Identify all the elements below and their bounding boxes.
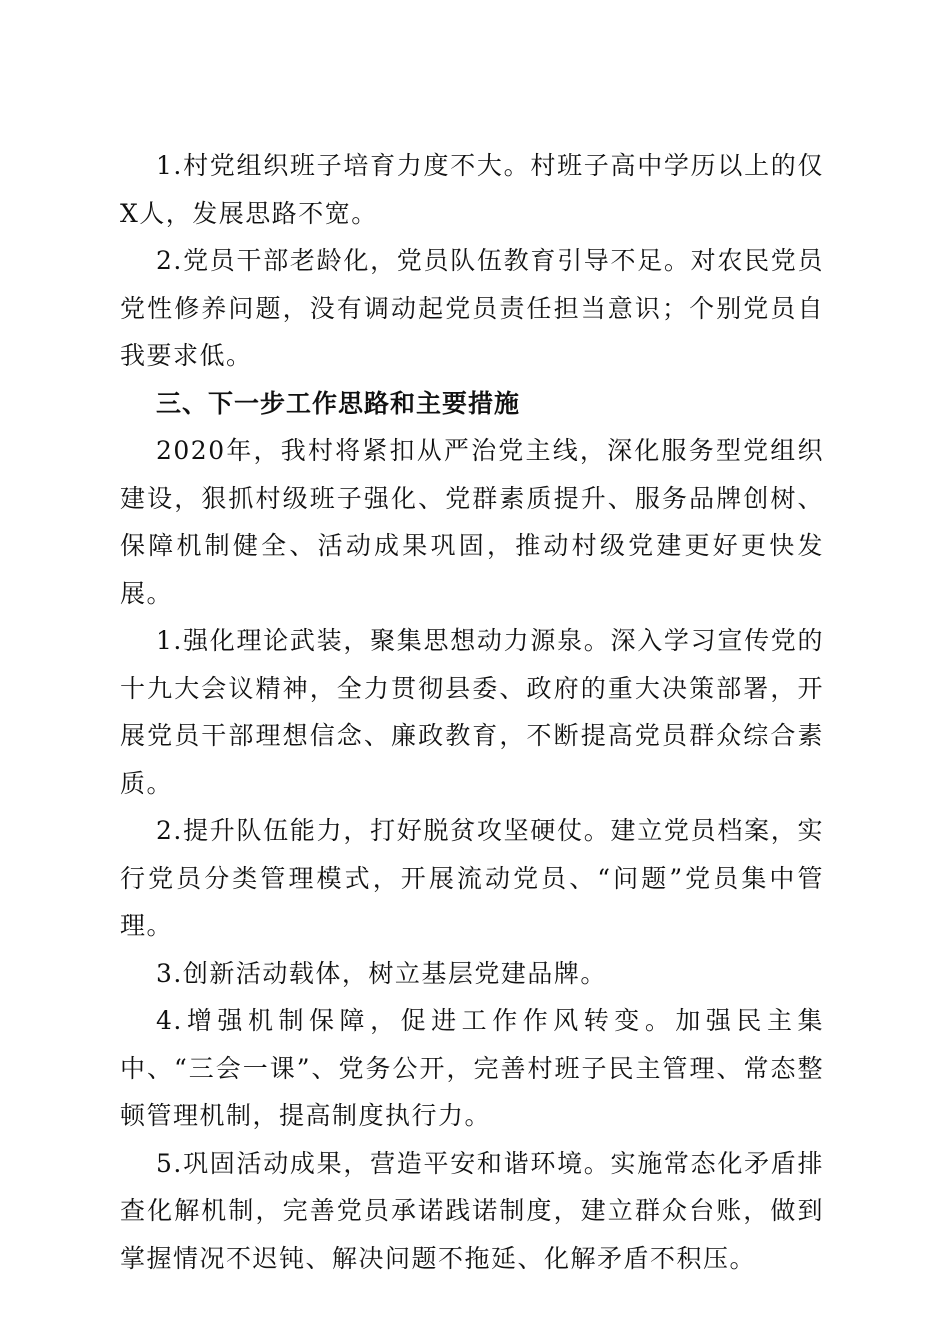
document-body xyxy=(120,142,824,1282)
section-intro-paragraph: 2020年，我村将紧扣从严治党主线，深化服务型党组织建设，狠抓村级班子强化、党群素质提升、服务品牌创树、保障机制健全、活动成果巩固，推动村级党建更好更快发展。 xyxy=(120,436,824,608)
problem-paragraph-1: 1.村党组织班子培育力度不大。村班子高中学历以上的仅X人，发展思路不宽。 xyxy=(120,151,824,228)
measure-paragraph-1: 1.强化理论武装，聚集思想动力源泉。深入学习宣传党的十九大会议精神，全力贯彻县委、政府的重大决策部署，开展党员干部理想信念、廉政教育，不断提高党员群众综合素质。 xyxy=(120,626,824,798)
measure-paragraph-4: 4.增强机制保障，促进工作作风转变。加强民主集中、“三会一课”、党务公开，完善村班子民主管理、常态整顿管理机制，提高制度执行力。 xyxy=(120,1006,824,1130)
section-heading: 三、下一步工作思路和主要措施 xyxy=(156,388,521,418)
measure-paragraph-5: 5.巩固活动成果，营造平安和谐环境。实施常态化矛盾排查化解机制，完善党员承诺践诺制度，建立群众台账，做到掌握情况不迟钝、解决问题不拖延、化解矛盾不积压。 xyxy=(120,1148,824,1273)
measure-paragraph-2: 2.提升队伍能力，打好脱贫攻坚硬仗。建立党员档案，实行党员分类管理模式，开展流动党员、“问题”党员集中管理。 xyxy=(120,816,824,940)
measure-paragraph-3: 3.创新活动载体，树立基层党建品牌。 xyxy=(156,958,607,988)
problem-paragraph-2: 2.党员干部老龄化，党员队伍教育引导不足。对农民党员党性修养问题，没有调动起党员责任担当意识；个别党员自我要求低。 xyxy=(120,246,824,370)
